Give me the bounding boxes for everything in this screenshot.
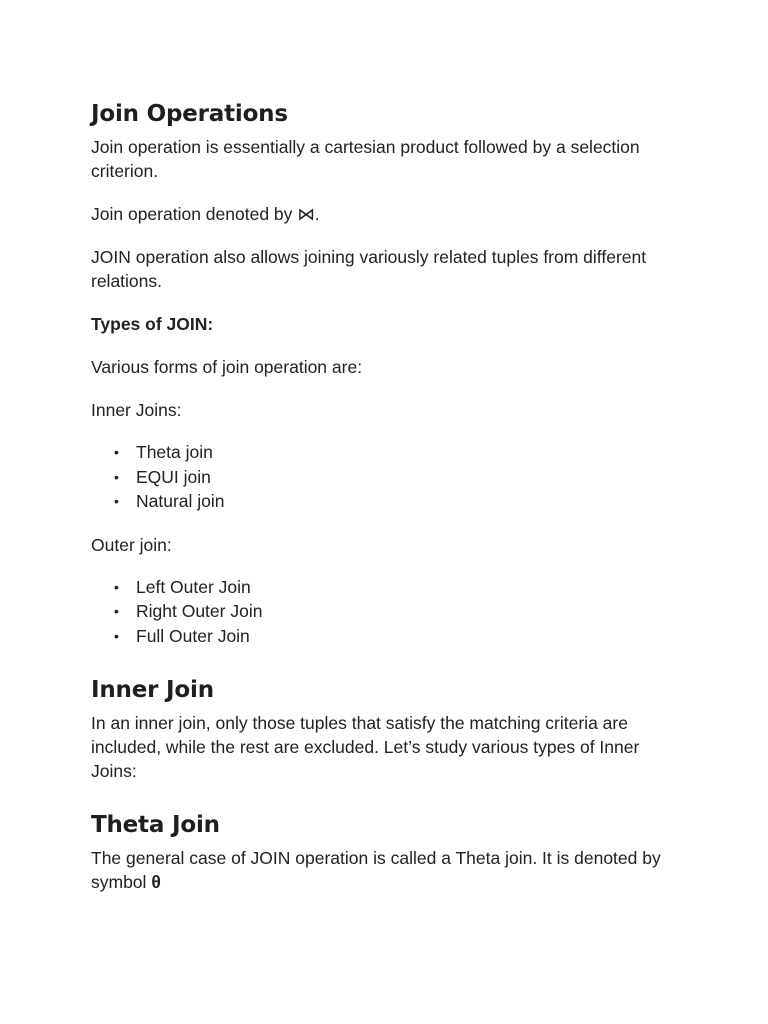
- outer-joins-list: [91, 575, 681, 649]
- list-item: • Theta join: [136, 440, 681, 465]
- inner-join-text: In an inner join, only those tuples that satisfy the matching criteria are included, while the rest are excluded. Let’s study various types of Inner Joins:: [91, 713, 640, 781]
- list-item: • Left Outer Join: [136, 575, 681, 600]
- inner-join-heading: Inner Join: [91, 677, 214, 703]
- list-item: • Natural join: [136, 489, 681, 514]
- list-item: • Right Outer Join: [136, 599, 681, 624]
- bullet-icon: •: [114, 444, 119, 460]
- list-item: • EQUI join: [136, 465, 681, 490]
- bullet-icon: •: [114, 627, 119, 644]
- bullet-icon: •: [114, 578, 119, 595]
- theta-symbol: θ: [151, 872, 161, 892]
- intro-paragraph-3: JOIN operation also allows joining variously related tuples from different relations.: [91, 247, 647, 291]
- list-item: • Full Outer Join: [136, 624, 681, 649]
- page-title: Join Operations: [91, 101, 288, 127]
- types-of-join-heading: Types of JOIN:: [91, 314, 214, 334]
- bullet-icon: •: [114, 603, 119, 619]
- inner-joins-label: Inner Joins:: [91, 400, 182, 420]
- forms-text: Various forms of join operation are:: [91, 357, 363, 377]
- theta-join-heading: Theta Join: [91, 812, 220, 838]
- theta-join-text: The general case of JOIN operation is called a Theta join. It is denoted by symbol θ: [91, 848, 661, 892]
- bullet-icon: •: [114, 468, 119, 485]
- bullet-icon: •: [114, 493, 119, 509]
- intro-paragraph-1: Join operation is essentially a cartesian product followed by a selection criterion.: [91, 137, 640, 181]
- intro-paragraph-2: Join operation denoted by ⋈.: [91, 204, 320, 224]
- outer-join-label: Outer join:: [91, 534, 172, 555]
- inner-joins-list: [91, 440, 681, 514]
- article-body: [91, 98, 681, 913]
